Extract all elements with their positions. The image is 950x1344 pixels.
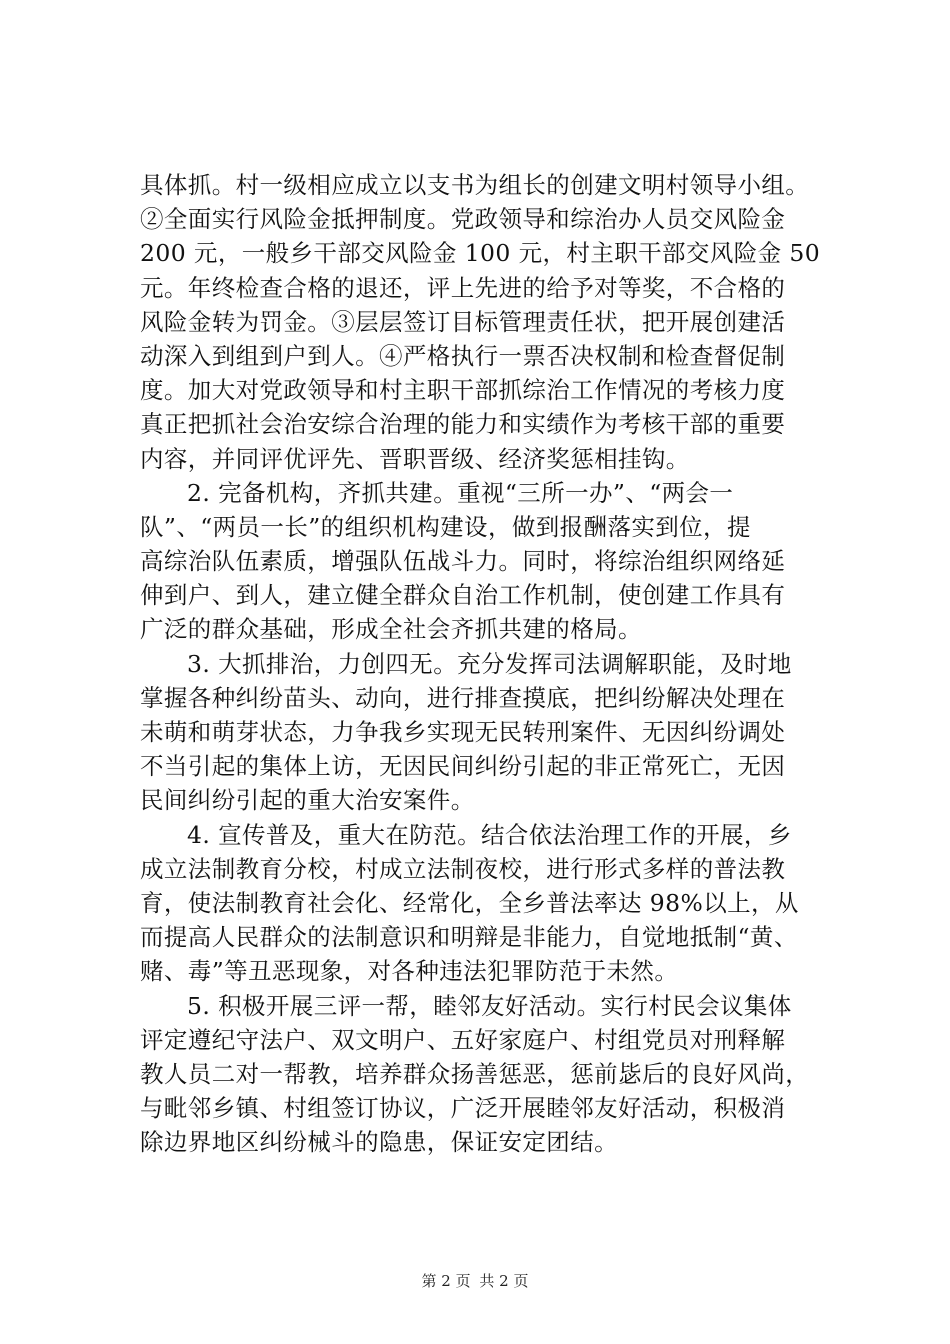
text-line: 评定遵纪守法户、双文明户、五好家庭户、村组党员对刑释解 xyxy=(140,1025,786,1054)
text-line: 成立法制教育分校，村成立法制夜校，进行形式多样的普法教 xyxy=(140,854,786,883)
text-line: 元。年终检查合格的退还，评上先进的给予对等奖，不合格的 xyxy=(140,273,786,302)
text-line: 伸到户、到人，建立健全群众自治工作机制，使创建工作具有 xyxy=(140,581,786,610)
page-number-total: 共 2 页 xyxy=(479,1272,529,1290)
text-line: 育，使法制教育社会化、经常化，全乡普法率达 98%以上，从 xyxy=(140,888,799,917)
document-body xyxy=(140,168,820,1159)
text-line: 与毗邻乡镇、村组签订协议，广泛开展睦邻友好活动，积极消 xyxy=(140,1094,786,1123)
text-line: 赌、毒”等丑恶现象，对各种违法犯罪防范于未然。 xyxy=(140,957,679,986)
text-line: 未萌和萌芽状态，力争我乡实现无民转刑案件、无因纠纷调处 xyxy=(140,718,786,746)
text-line: 掌握各种纠纷苗头、动向，进行排查摸底，把纠纷解决处理在 xyxy=(140,683,786,712)
page-footer xyxy=(0,1271,950,1291)
text-line: 动深入到组到户到人。④严格执行一票否决权制和检查督促制 xyxy=(140,341,786,370)
text-line: 不当引起的集体上访，无因民间纠纷引起的非正常死亡，无因 xyxy=(140,752,786,781)
text-line: 5. 积极开展三评一帮，睦邻友好活动。实行村民会议集体 xyxy=(187,991,792,1020)
text-line: 4. 宣传普及，重大在防范。结合依法治理工作的开展，乡 xyxy=(187,820,792,849)
text-line: 队”、“两员一长”的组织机构建设，做到报酬落实到位，提 xyxy=(140,512,751,541)
text-line: 教人员二对一帮教，培养群众扬善惩恶，惩前毖后的良好风尚， xyxy=(140,1059,810,1088)
text-line: 除边界地区纠纷械斗的隐患，保证安定团结。 xyxy=(140,1128,618,1157)
text-line: 而提高人民群众的法制意识和明辩是非能力，自觉地抵制“黄、 xyxy=(140,923,798,952)
text-line: 具体抓。村一级相应成立以支书为组长的创建文明村领导小组。 xyxy=(140,171,810,199)
text-line: ②全面实行风险金抵押制度。党政领导和综治办人员交风险金 xyxy=(140,205,786,234)
text-line: 风险金转为罚金。③层层签订目标管理责任状，把开展创建活 xyxy=(140,307,786,336)
text-line: 广泛的群众基础，形成全社会齐抓共建的格局。 xyxy=(140,615,642,644)
page-number-current: 第 2 页 xyxy=(421,1272,471,1290)
text-line: 3. 大抓排治，力创四无。充分发挥司法调解职能，及时地 xyxy=(187,649,792,678)
text-line: 真正把抓社会治安综合治理的能力和实绩作为考核干部的重要 xyxy=(140,410,786,439)
text-line: 2. 完备机构，齐抓共建。重视“三所一办”、“两会一 xyxy=(187,478,734,507)
text-line: 200 元，一般乡干部交风险金 100 元，村主职干部交风险金 50 xyxy=(140,239,821,268)
text-line: 内容，并同评优评先、晋职晋级、经济奖惩相挂钩。 xyxy=(140,444,690,473)
text-line: 民间纠纷引起的重大治安案件。 xyxy=(140,786,475,815)
text-line: 度。加大对党政领导和村主职干部抓综治工作情况的考核力度 xyxy=(140,376,786,405)
text-line: 高综治队伍素质，增强队伍战斗力。同时，将综治组织网络延 xyxy=(140,547,786,576)
